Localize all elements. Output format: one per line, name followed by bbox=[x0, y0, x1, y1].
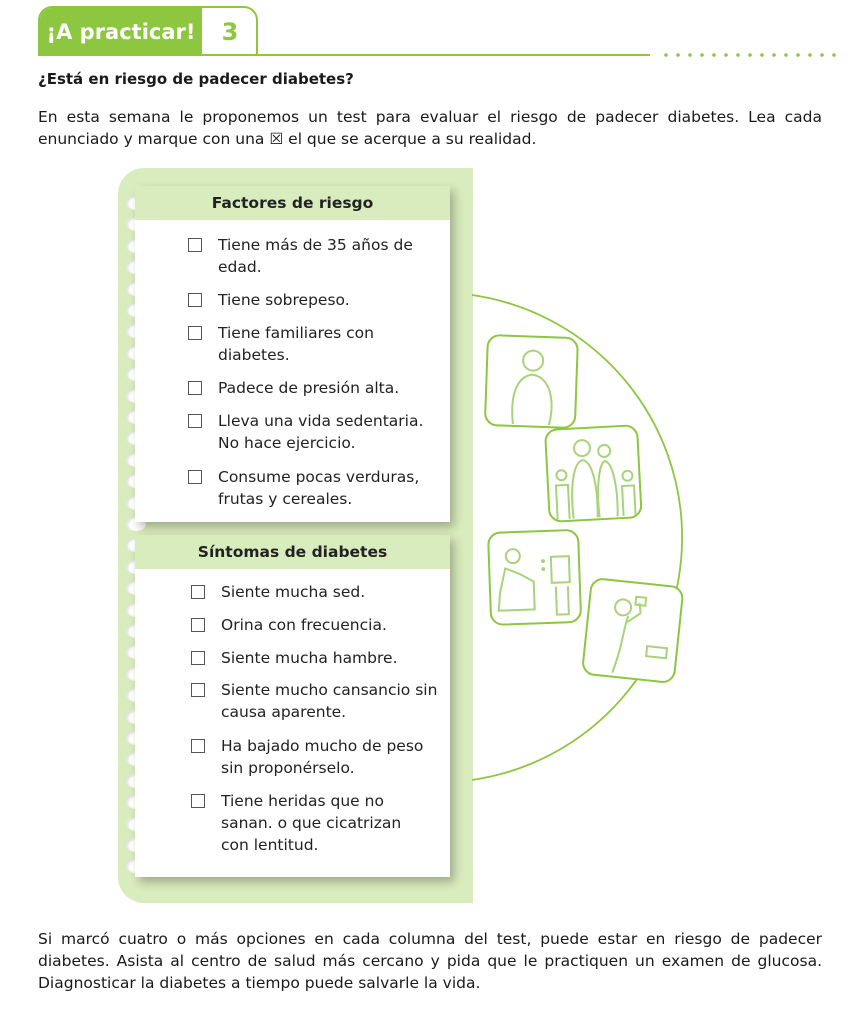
symptom-item[interactable] bbox=[191, 735, 441, 779]
illustration bbox=[460, 290, 700, 785]
symptoms-card bbox=[135, 535, 450, 877]
page-heading: ¿Está en riesgo de padecer diabetes? bbox=[38, 70, 354, 88]
symptom-label: Orina con frecuencia. bbox=[221, 616, 387, 634]
risk-factor-item[interactable] bbox=[188, 322, 438, 366]
risk-factors-card bbox=[135, 186, 450, 522]
section-number: 3 bbox=[221, 18, 239, 46]
symptom-item[interactable] bbox=[191, 581, 441, 603]
symptom-item[interactable] bbox=[191, 679, 441, 723]
risk-factor-item[interactable] bbox=[188, 234, 438, 278]
section-tab bbox=[38, 6, 258, 56]
checkbox[interactable] bbox=[188, 414, 202, 428]
checkbox[interactable] bbox=[191, 794, 205, 808]
risk-factor-label: Tiene más de 35 años de edad. bbox=[218, 236, 413, 276]
risk-factor-label: Padece de presión alta. bbox=[218, 379, 400, 397]
symptom-item[interactable] bbox=[191, 647, 441, 669]
risk-factor-item[interactable] bbox=[188, 377, 438, 399]
checkbox[interactable] bbox=[188, 326, 202, 340]
header-dotted-rule bbox=[660, 53, 840, 57]
checkbox[interactable] bbox=[188, 381, 202, 395]
checkbox[interactable] bbox=[191, 618, 205, 632]
checkbox[interactable] bbox=[191, 683, 205, 697]
checkbox[interactable] bbox=[188, 293, 202, 307]
person-eating-icon bbox=[582, 578, 684, 683]
risk-factor-label: Consume pocas verduras, frutas y cereales. bbox=[218, 468, 420, 508]
symptom-label: Siente mucha sed. bbox=[221, 583, 366, 601]
checkbox[interactable] bbox=[191, 739, 205, 753]
symptom-label: Siente mucho cansancio sin causa aparente. bbox=[221, 681, 438, 721]
symptoms-title: Síntomas de diabetes bbox=[135, 535, 450, 569]
risk-factor-item[interactable] bbox=[188, 466, 438, 510]
checkbox[interactable] bbox=[191, 585, 205, 599]
symptom-label: Tiene heridas que no sanan. o que cicatrizan con lentitud. bbox=[221, 792, 402, 854]
risk-factor-label: Lleva una vida sedentaria. No hace ejercicio. bbox=[218, 412, 424, 452]
risk-factors-title: Factores de riesgo bbox=[135, 186, 450, 220]
intro-paragraph: En esta semana le proponemos un test para evaluar el riesgo de padecer diabetes. Lea cada enunciado y marque con una ☒ el que se acerque a su realidad. bbox=[38, 108, 822, 148]
checkbox[interactable] bbox=[188, 470, 202, 484]
symptom-item[interactable] bbox=[191, 790, 411, 856]
symptom-item[interactable] bbox=[191, 614, 441, 636]
closing-paragraph: Si marcó cuatro o más opciones en cada columna del test, puede estar en riesgo de padecer diabetes. Asista al centro de salud más cercano y pida que le practiquen un examen de glucosa. Diagnosticar la diabetes a tiempo puede salvarle la vida. bbox=[38, 930, 822, 992]
sedentary-person-icon bbox=[488, 530, 581, 625]
section-tab-label: ¡A practicar! bbox=[40, 8, 202, 56]
risk-factor-item[interactable] bbox=[188, 410, 438, 454]
symptom-label: Ha bajado mucho de peso sin proponérselo. bbox=[221, 737, 424, 777]
family-icon bbox=[545, 425, 642, 522]
person-overweight-icon bbox=[485, 335, 578, 428]
symptom-label: Siente mucha hambre. bbox=[221, 649, 398, 667]
checkbox[interactable] bbox=[188, 238, 202, 252]
risk-factor-item[interactable] bbox=[188, 289, 438, 311]
risk-factor-label: Tiene familiares con diabetes. bbox=[218, 324, 374, 364]
header-rule bbox=[38, 54, 650, 56]
checkbox[interactable] bbox=[191, 651, 205, 665]
risk-factor-label: Tiene sobrepeso. bbox=[218, 291, 350, 309]
